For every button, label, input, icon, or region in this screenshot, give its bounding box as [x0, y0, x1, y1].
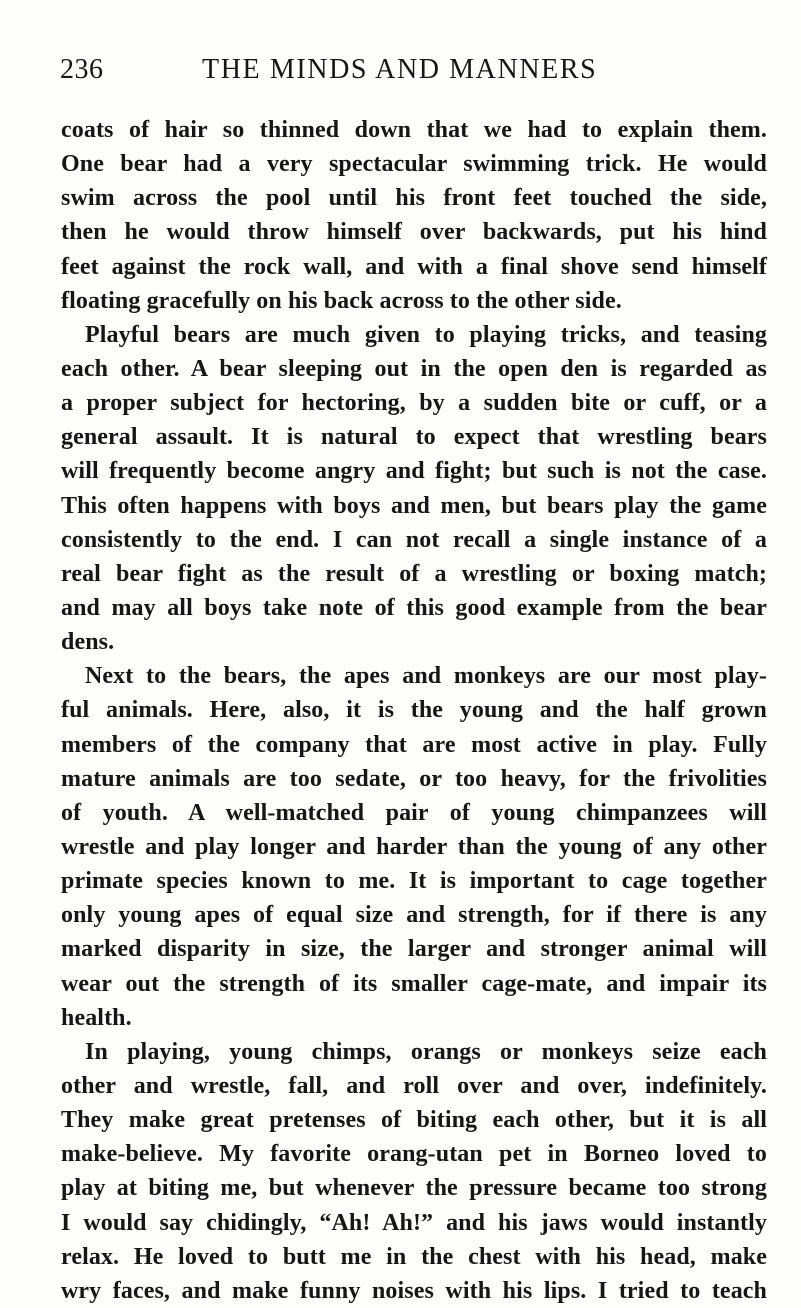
text-line: will frequently become angry and fight; but such is not the case.: [61, 458, 767, 485]
text-line: a proper subject for hectoring, by a sudden bite or cuff, or a: [61, 390, 767, 417]
text-line: One bear had a very spectacular swimming trick. He would: [61, 151, 767, 178]
text-line: each other. A bear sleeping out in the open den is regarded as: [61, 355, 767, 382]
text-line: ful animals. Here, also, it is the young and the half grown: [61, 697, 767, 724]
text-line: health.: [61, 1004, 132, 1031]
text-line: marked disparity in size, the larger and stronger animal will: [61, 936, 767, 963]
text-line: wrestle and play longer and harder than the young of any other: [61, 833, 767, 860]
text-line: coats of hair so thinned down that we had to explain them.: [61, 117, 767, 143]
text-line: primate species known to me. It is important to cage together: [61, 868, 767, 895]
text-line: swim across the pool until his front feet touched the side,: [61, 185, 767, 212]
text-line: other and wrestle, fall, and roll over and over, indefinitely.: [61, 1072, 767, 1099]
body-text: [61, 113, 767, 1308]
paragraph-start-line: In playing, young chimps, orangs or monkeys seize each: [85, 1038, 767, 1065]
text-line: wear out the strength of its smaller cage-mate, and impair its: [61, 970, 767, 997]
text-line: This often happens with boys and men, but bears play the game: [61, 492, 767, 519]
text-line: of youth. A well-matched pair of young chimpanzees will: [61, 799, 767, 826]
text-line: play at biting me, but whenever the pressure became too strong: [61, 1175, 767, 1202]
text-line: wry faces, and make funny noises with his lips. I tried to teach: [61, 1277, 767, 1304]
paragraph-start-line: Playful bears are much given to playing tricks, and teasing: [85, 321, 767, 348]
text-line: floating gracefully on his back across to the other side.: [61, 287, 622, 314]
paragraph-start-line: Next to the bears, the apes and monkeys are our most play-: [85, 663, 767, 690]
text-line: feet against the rock wall, and with a final shove send himself: [61, 253, 767, 280]
text-line: and may all boys take note of this good example from the bear: [61, 594, 767, 621]
running-head: [60, 54, 760, 98]
running-title: THE MINDS AND MANNERS: [202, 54, 598, 85]
text-line: They make great pretenses of biting each other, but it is all: [61, 1107, 767, 1134]
text-line: members of the company that are most active in play. Fully: [61, 731, 767, 758]
text-line: general assault. It is natural to expect that wrestling bears: [61, 424, 767, 451]
text-line: I would say chidingly, “Ah! Ah!” and his jaws would instantly: [61, 1209, 767, 1236]
text-line: dens.: [61, 629, 115, 656]
text-line: mature animals are too sedate, or too heavy, for the frivolities: [61, 765, 767, 792]
text-line: relax. He loved to butt me in the chest with his head, make: [61, 1243, 767, 1270]
page-number: 236: [60, 54, 104, 85]
text-line: only young apes of equal size and strength, for if there is any: [61, 902, 767, 929]
text-line: make-believe. My favorite orang-utan pet in Borneo loved to: [61, 1141, 767, 1168]
text-line: then he would throw himself over backwards, put his hind: [61, 219, 767, 246]
text-line: real bear fight as the result of a wrestling or boxing match;: [61, 560, 767, 587]
text-line: consistently to the end. I can not recall a single instance of a: [61, 526, 767, 553]
